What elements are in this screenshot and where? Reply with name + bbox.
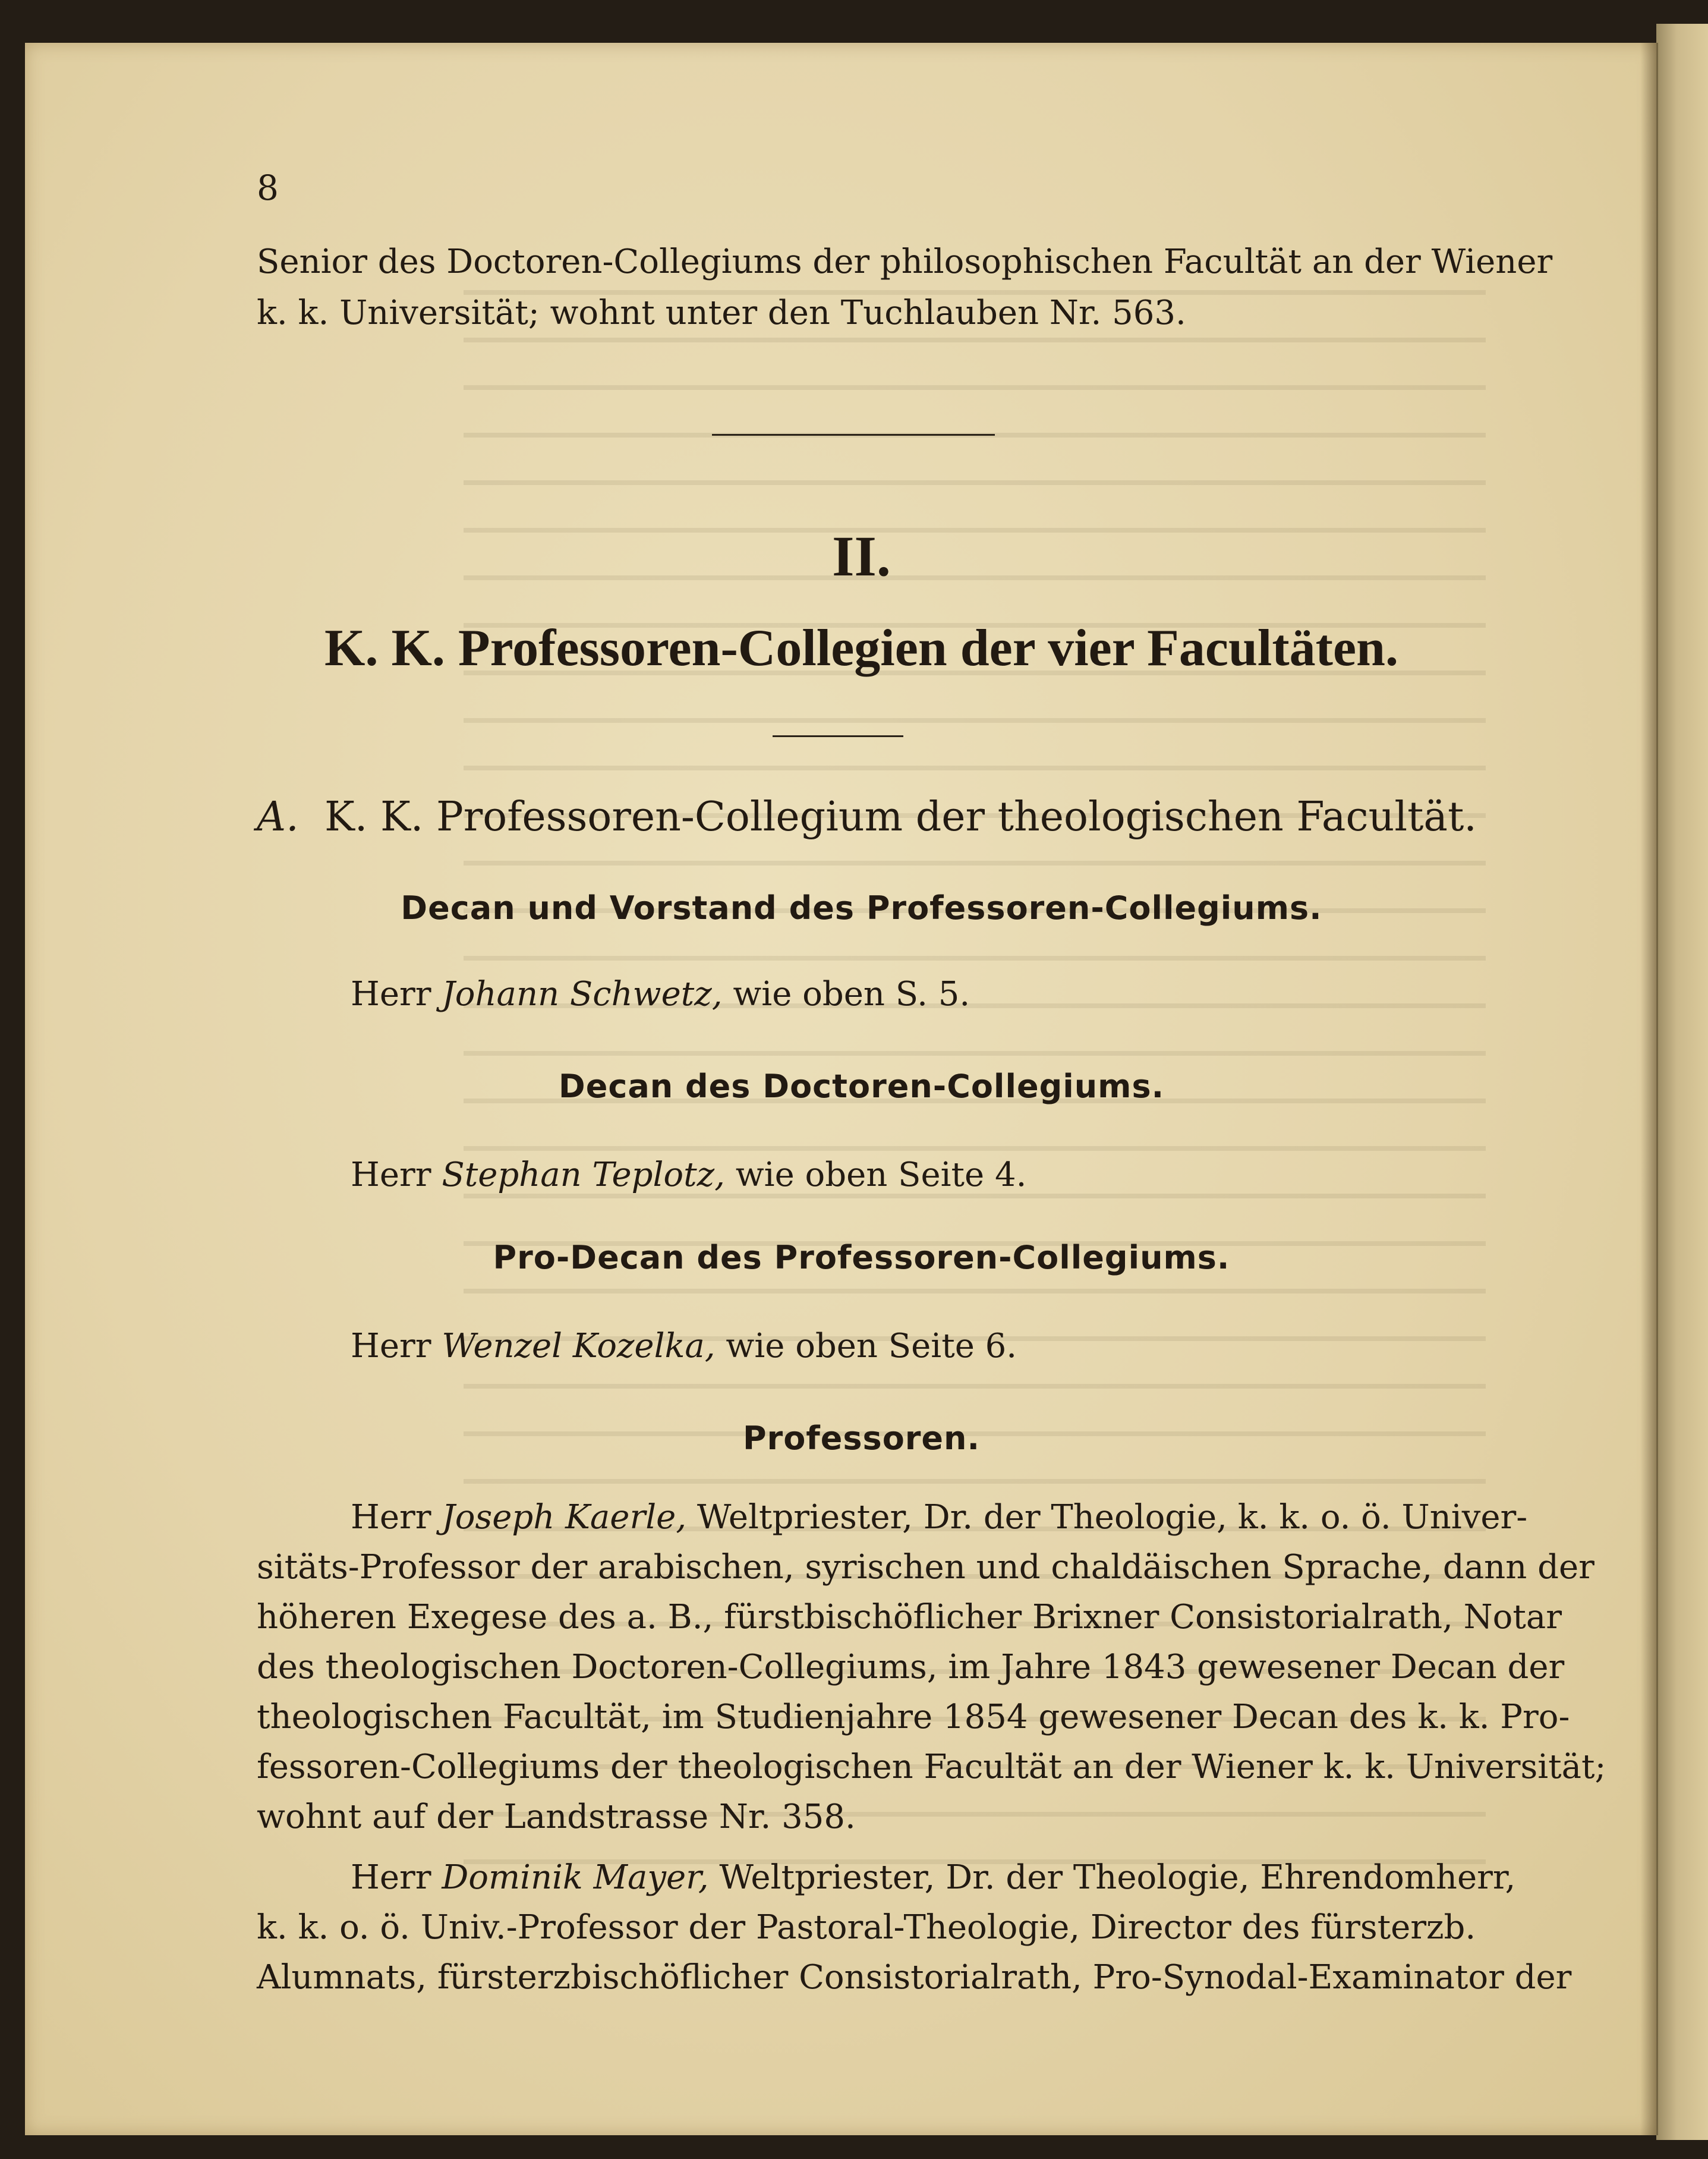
subsection-title bbox=[257, 794, 1477, 841]
person-name: Stephan Teplotz, bbox=[442, 1156, 725, 1194]
professor-entry-line: Alumnats, fürsterzbischöflicher Consistorialrath, Pro-Synodal-Examinator der bbox=[257, 1958, 1572, 1997]
entry-reference: wie oben S. 5. bbox=[733, 975, 970, 1014]
intro-line-1: Senior des Doctoren-Collegiums der philosophischen Facultät an der Wiener bbox=[257, 243, 1553, 281]
entry-text: Weltpriester, Dr. der Theologie, Ehrendomherr, bbox=[719, 1858, 1516, 1897]
page-number: 8 bbox=[257, 168, 279, 208]
entry-pro-decan bbox=[351, 1327, 1017, 1365]
entry-decan-doctoren bbox=[351, 1156, 1026, 1194]
professor-entry-line: höheren Exegese des a. B., fürstbischöflicher Brixner Consistorialrath, Notar bbox=[257, 1598, 1562, 1636]
subsection-text: K. K. Professoren-Collegium der theologischen Facultät. bbox=[324, 794, 1477, 841]
section-divider-middle bbox=[773, 735, 903, 737]
professor-entry-line: theologischen Facultät, im Studienjahre 1854 gewesener Decan des k. k. Pro- bbox=[257, 1698, 1570, 1736]
professor-entry-mayer-first-line bbox=[351, 1858, 1516, 1897]
section-divider-top bbox=[712, 434, 995, 436]
heading-professoren: Professoren. bbox=[742, 1420, 981, 1457]
person-name: Dominik Mayer, bbox=[442, 1858, 709, 1897]
professor-entry-line: des theologischen Doctoren-Collegiums, im Jahre 1843 gewesener Decan der bbox=[257, 1648, 1565, 1686]
entry-prefix: Herr bbox=[351, 1327, 431, 1365]
section-title: K. K. Professoren-Collegien der vier Facultäten. bbox=[324, 619, 1398, 677]
intro-line-2: k. k. Universität; wohnt unter den Tuchlauben Nr. 563. bbox=[257, 294, 1186, 332]
entry-prefix: Herr bbox=[351, 1858, 431, 1897]
professor-entry-last-line: wohnt auf der Landstrasse Nr. 358. bbox=[257, 1798, 856, 1836]
professor-entry-kaerle-first-line bbox=[351, 1498, 1528, 1537]
entry-text: Weltpriester, Dr. der Theologie, k. k. o. ö. Univer- bbox=[697, 1498, 1528, 1537]
page-gutter bbox=[1640, 43, 1658, 2135]
professor-entry-line: k. k. o. ö. Univ.-Professor der Pastoral-Theologie, Director des fürsterzb. bbox=[257, 1908, 1476, 1947]
professor-entry-line: sitäts-Professor der arabischen, syrischen und chaldäischen Sprache, dann der bbox=[257, 1548, 1594, 1587]
person-name: Wenzel Kozelka, bbox=[442, 1327, 716, 1365]
entry-prefix: Herr bbox=[351, 1156, 431, 1194]
person-name: Joseph Kaerle, bbox=[442, 1498, 687, 1537]
entry-decan-vorstand bbox=[351, 975, 970, 1014]
heading-decan-vorstand: Decan und Vorstand des Professoren-Collegiums. bbox=[401, 889, 1322, 927]
entry-prefix: Herr bbox=[351, 975, 431, 1014]
person-name: Johann Schwetz, bbox=[442, 975, 723, 1014]
entry-prefix: Herr bbox=[351, 1498, 431, 1537]
subsection-letter: A. bbox=[257, 794, 299, 841]
heading-decan-doctoren: Decan des Doctoren-Collegiums. bbox=[558, 1068, 1165, 1105]
professor-entry-line: fessoren-Collegiums der theologischen Facultät an der Wiener k. k. Universität; bbox=[257, 1748, 1606, 1786]
entry-reference: wie oben Seite 6. bbox=[726, 1327, 1017, 1365]
entry-reference: wie oben Seite 4. bbox=[735, 1156, 1027, 1194]
adjacent-page-edge bbox=[1656, 24, 1708, 2140]
heading-pro-decan: Pro-Decan des Professoren-Collegiums. bbox=[493, 1239, 1230, 1276]
section-numeral: II. bbox=[832, 524, 891, 588]
